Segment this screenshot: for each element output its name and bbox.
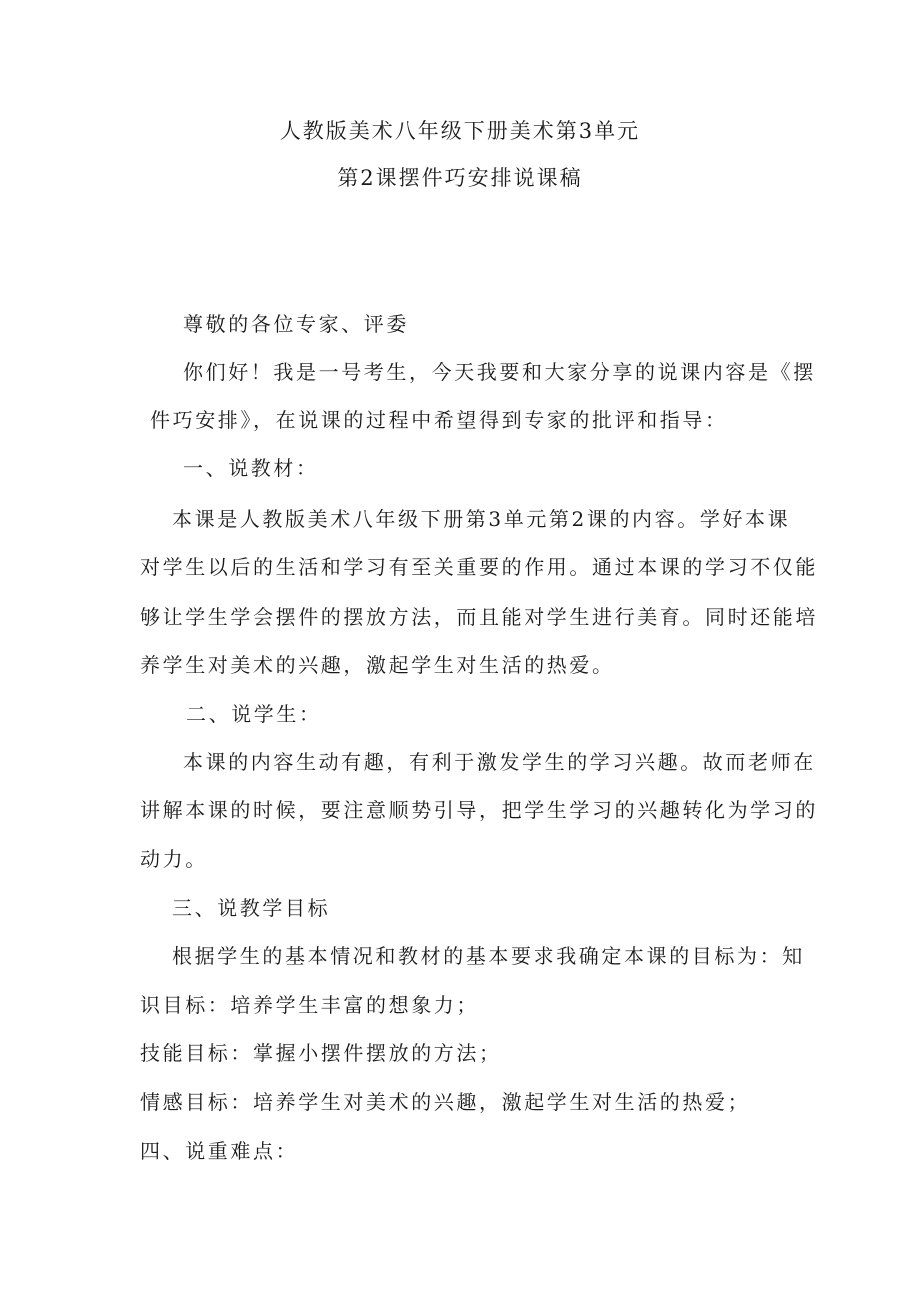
body-line: 件巧安排》，在说课的过程中希望得到专家的批评和指导： <box>150 408 728 432</box>
body-line: 讲解本课的时候，要注意顺势引导，把学生学习的兴趣转化为学习的 <box>140 798 818 822</box>
document-title-line-2: 第2课摆件巧安排说课稿 <box>337 166 583 190</box>
section-heading: 四、说重难点： <box>140 1139 299 1163</box>
body-line: 本课是人教版美术八年级下册第3单元第2课的内容。学好本课 <box>172 507 791 531</box>
body-line: 你们好！我是一号考生，今天我要和大家分享的说课内容是《摆 <box>183 360 816 384</box>
section-heading: 三、说教学目标 <box>172 896 331 920</box>
document-title-line-1: 人教版美术八年级下册美术第3单元 <box>279 119 641 143</box>
body-line: 动力。 <box>140 847 208 871</box>
greeting: 尊敬的各位专家、评委 <box>183 312 409 336</box>
body-line: 对学生以后的生活和学习有至关重要的作用。通过本课的学习不仅能 <box>140 555 818 579</box>
body-line: 识目标：培养学生丰富的想象力； <box>140 993 479 1017</box>
body-line: 情感目标：培养学生对美术的兴趣，激起学生对生活的热爱； <box>140 1090 751 1114</box>
section-heading: 二、说学生： <box>186 702 322 726</box>
body-line: 根据学生的基本情况和教材的基本要求我确定本课的目标为：知 <box>172 944 805 968</box>
body-line: 本课的内容生动有趣，有利于激发学生的学习兴趣。故而老师在 <box>183 750 816 774</box>
body-line: 够让学生学会摆件的摆放方法，而且能对学生进行美育。同时还能培 <box>140 605 818 629</box>
body-line: 养学生对美术的兴趣，激起学生对生活的热爱。 <box>140 653 615 677</box>
body-line: 技能目标：掌握小摆件摆放的方法； <box>140 1041 502 1065</box>
section-heading: 一、说教材： <box>183 456 319 480</box>
